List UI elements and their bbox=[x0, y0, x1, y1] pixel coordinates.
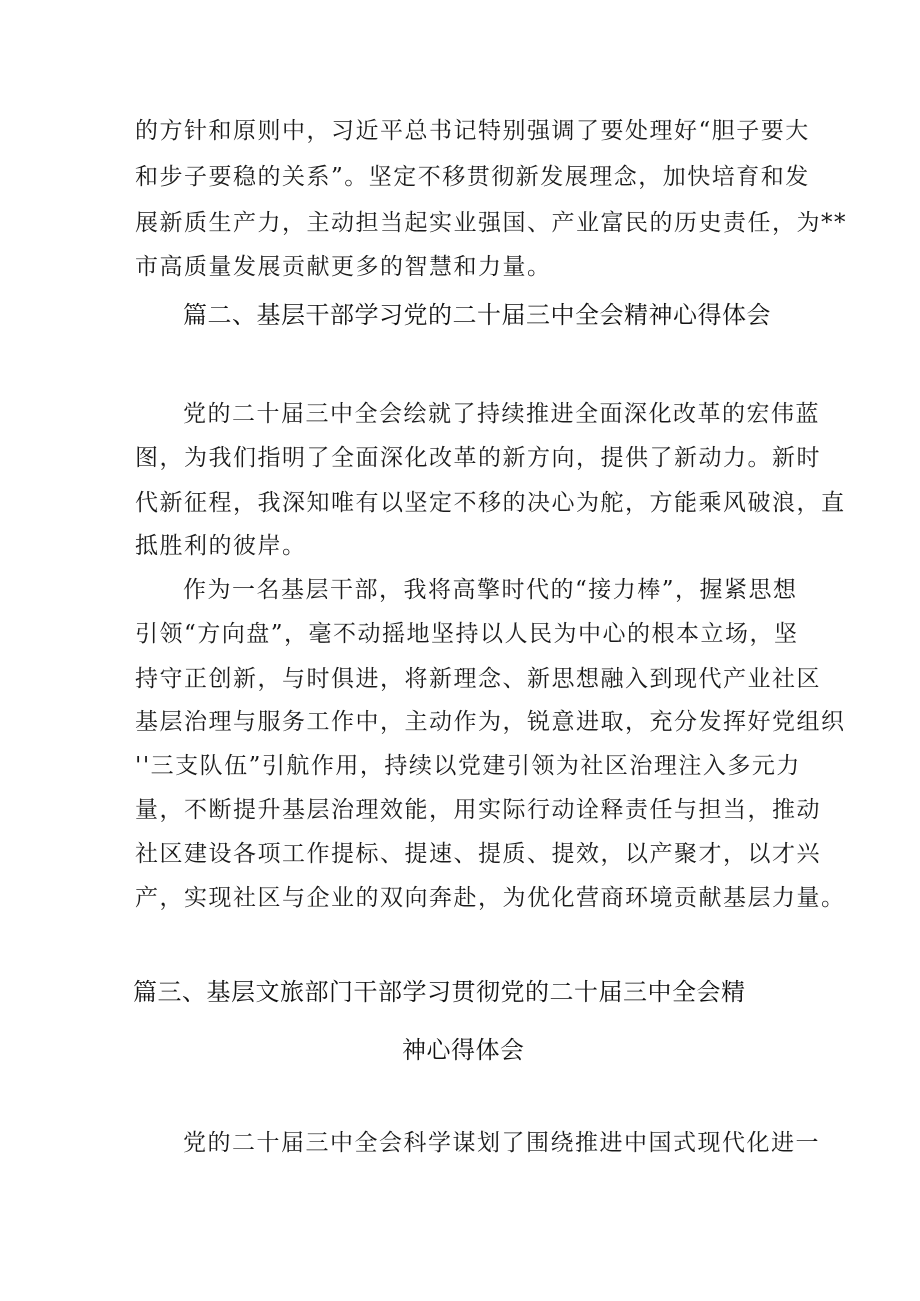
section1-line-1: 的方针和原则中，习近平总书记特别强调了要处理好“胆子要大 bbox=[135, 118, 810, 144]
section2-para2-line-4: 基层治理与服务工作中，主动作为，锐意进取，充分发挥好党组织 bbox=[135, 709, 846, 735]
section2-para1-line-4: 抵胜利的彼岸。 bbox=[135, 533, 307, 559]
section3-title-line-2: 神心得体会 bbox=[402, 1036, 525, 1064]
section3-title-line-1: 篇三、基层文旅部门干部学习贯彻党的二十届三中全会精 bbox=[133, 978, 746, 1006]
section1-line-4: 市高质量发展贡献更多的智慧和力量。 bbox=[135, 254, 552, 280]
section2-para2-line-5: ''三支队伍”引航作用，持续以党建引领为社区治理注入多元力 bbox=[135, 753, 801, 779]
section2-title: 篇二、基层干部学习党的二十届三中全会精神心得体会 bbox=[183, 301, 771, 329]
section1-line-2: 和步子要稳的关系”。坚定不移贯彻新发展理念，加快培育和发 bbox=[135, 164, 810, 190]
section2-para1-line-2: 图，为我们指明了全面深化改革的新方向，提供了新动力。新时 bbox=[135, 445, 821, 471]
section1-line-3: 展新质生产力，主动担当起实业强国、产业富民的历史责任，为** bbox=[135, 210, 847, 236]
section2-para2-line-6: 量，不断提升基层治理效能，用实际行动诠释责任与担当，推动 bbox=[135, 797, 821, 823]
section3-para1-line-1: 党的二十届三中全会科学谋划了围绕推进中国式现代化进一 bbox=[183, 1130, 820, 1156]
section2-para2-line-7: 社区建设各项工作提标、提速、提质、提效，以产聚才，以才兴 bbox=[135, 841, 821, 867]
section2-para2-line-3: 持守正创新，与时俱进，将新理念、新思想融入到现代产业社区 bbox=[135, 666, 821, 692]
section2-para1-line-1: 党的二十届三中全会绘就了持续推进全面深化改革的宏伟蓝 bbox=[183, 401, 820, 427]
section2-para2-line-1: 作为一名基层干部，我将高擎时代的“接力棒”，握紧思想 bbox=[183, 577, 798, 603]
section2-para2-line-2: 引领“方向盘”，毫不动摇地坚持以人民为中心的根本立场，坚 bbox=[135, 621, 799, 647]
section2-para2-line-8: 产，实现社区与企业的双向奔赴，为优化营商环境贡献基层力量。 bbox=[135, 885, 846, 911]
section2-para1-line-3: 代新征程，我深知唯有以坚定不移的决心为舵，方能乘风破浪，直 bbox=[135, 490, 846, 516]
